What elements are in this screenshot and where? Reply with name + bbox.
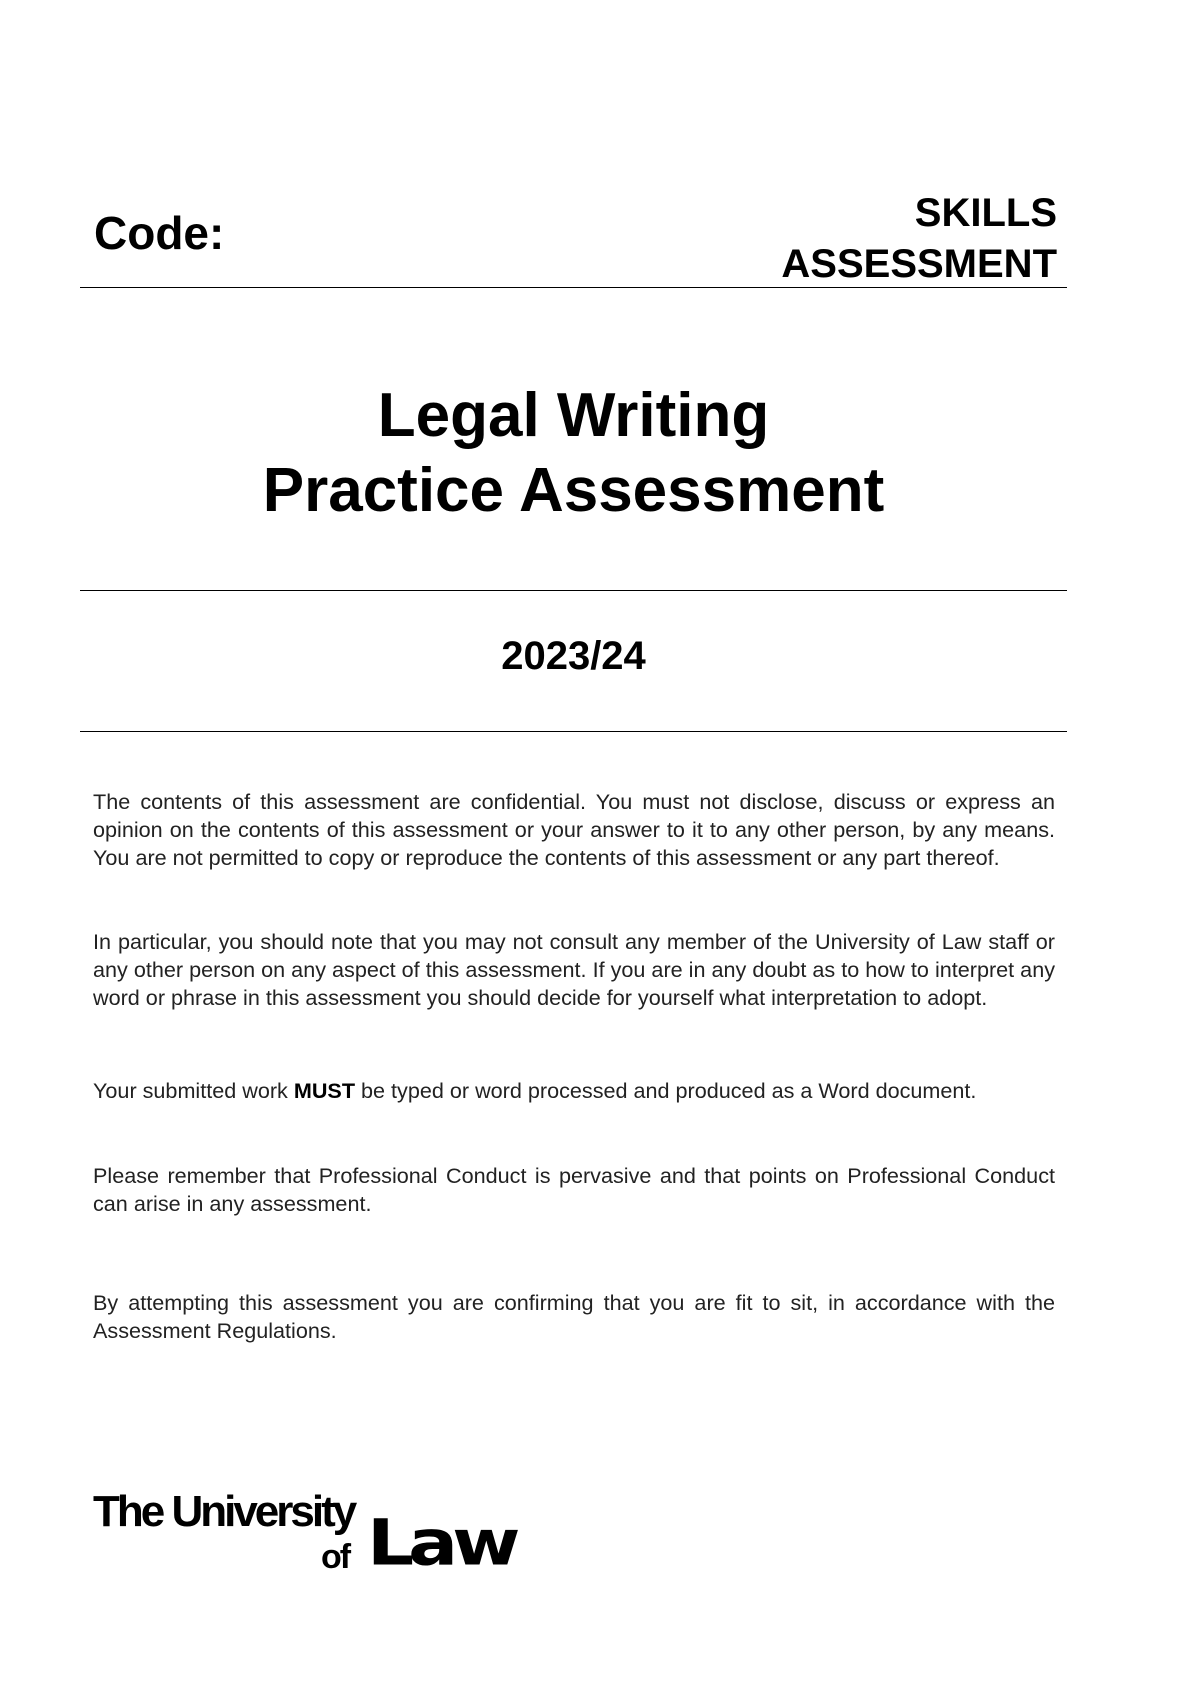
submission-paragraph (93, 1077, 1055, 1105)
assessment-type-line2: ASSESSMENT (781, 242, 1057, 286)
submission-emphasis: MUST (293, 1078, 356, 1103)
title-line2: Practice Assessment (262, 456, 885, 525)
logo-university-text: The University (93, 1487, 355, 1536)
code-label: Code: (94, 207, 225, 259)
consultation-paragraph: In particular, you should note that you may not consult any member of the University of Law staff or any other person on any aspect of this assessment. If you are in any doubt as to how to interpret any word or phrase in this assessment you should decide for yourself what interpretation to adopt. (93, 929, 1055, 1010)
divider-top (80, 590, 1067, 591)
divider-bottom (80, 731, 1067, 732)
assessment-type-line1: SKILLS (914, 191, 1057, 235)
logo-of-text: of (321, 1538, 350, 1576)
submission-text-start: Your submitted work (93, 1078, 294, 1103)
confidentiality-paragraph: The contents of this assessment are confidential. You must not disclose, discuss or express an opinion on the contents of this assessment or your answer to it to any other person, by any means. You are not permitted to copy or reproduce the contents of this assessment or any part thereof. (93, 789, 1055, 870)
title-line1: Legal Writing (377, 381, 770, 450)
submission-text-end: be typed or word processed and produced as a Word document. (355, 1078, 977, 1103)
university-of-law-logo (93, 1487, 533, 1590)
document-title (80, 378, 1067, 528)
logo-law-text: Law (367, 1506, 515, 1580)
document-header (80, 180, 1067, 288)
professional-conduct-paragraph: Please remember that Professional Conduct is pervasive and that points on Professional Conduct can arise in any assessment. (93, 1163, 1055, 1216)
assessment-type-label (781, 188, 1057, 290)
fit-to-sit-paragraph: By attempting this assessment you are confirming that you are fit to sit, in accordance with the Assessment Regulations. (93, 1290, 1055, 1343)
academic-year: 2023/24 (501, 634, 646, 678)
